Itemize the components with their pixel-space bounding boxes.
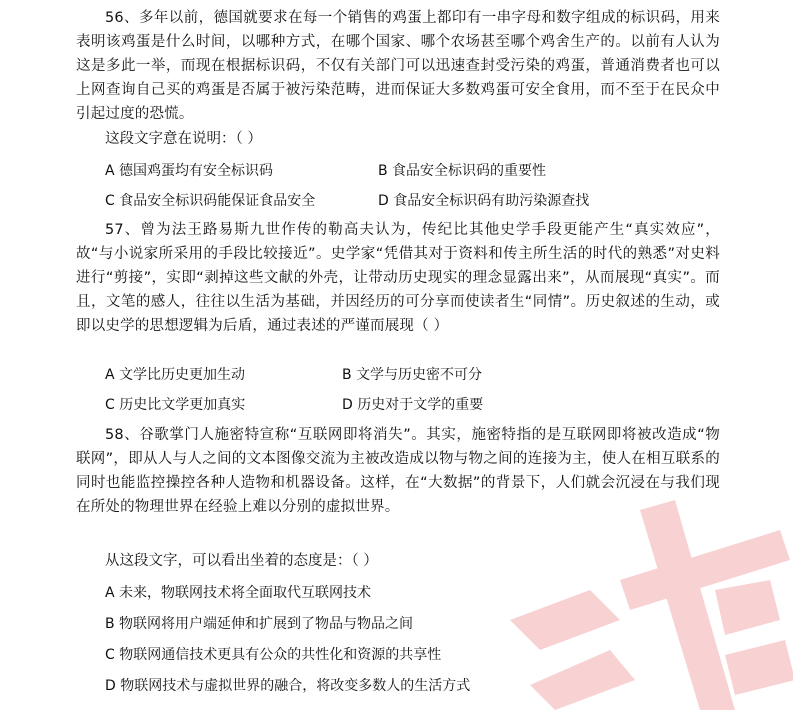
question-56-passage: 56、多年以前，德国就要求在每一个销售的鸡蛋上都印有一串字母和数字组成的标识码，用来表明该鸡蛋是什么时间，以哪种方式，在哪个国家、哪个农场甚至哪个鸡舍生产的。以前有人认为这是多此一举，而现在根据标识码，不仅有关部门可以迅速查封受污染的鸡蛋，普通消费者也可以上网查询自己买的鸡蛋是否属于被污染范畴，进而保证大多数鸡蛋可安全食用，而不至于在民众中引起过度的恐慌。 <box>76 10 720 122</box>
question-58-option-d[interactable]: D 物联网技术与虚拟世界的融合，将改变多数人的生活方式 <box>105 678 471 694</box>
question-57-option-b[interactable]: B 文学与历史密不可分 <box>342 367 483 383</box>
question-56-option-a[interactable]: A 德国鸡蛋均有安全标识码 <box>105 163 274 179</box>
question-56-option-b[interactable]: B 食品安全标识码的重要性 <box>378 163 547 179</box>
question-57-option-c[interactable]: C 历史比文学更加真实 <box>105 397 246 413</box>
question-58-option-c[interactable]: C 物联网通信技术更具有公众的共性化和资源的共享性 <box>105 647 442 663</box>
question-57-option-a[interactable]: A 文学比历史更加生动 <box>105 367 246 383</box>
question-58-option-a[interactable]: A 未来，物联网技术将全面取代互联网技术 <box>105 585 372 601</box>
question-56-option-d[interactable]: D 食品安全标识码有助污染源查找 <box>378 193 590 209</box>
question-58-passage: 58、谷歌掌门人施密特宣称“互联网即将消失”。其实，施密特指的是互联网即将被改造成“物联网”，即从人与人之间的文本图像交流为主被改造成以物与物之间的连接为主，使人在相互联系的同时也能监控操控各种人造物和机器设备。这样，在“大数据”的背景下，人们就会沉浸在与我们现在所处的物理世界在经验上难以分别的虚拟世界。 <box>76 427 720 515</box>
question-56-prompt: 这段文字意在说明：（ ） <box>105 131 262 147</box>
question-56-option-c[interactable]: C 食品安全标识码能保证食品安全 <box>105 193 316 209</box>
question-58-option-b[interactable]: B 物联网将用户端延伸和扩展到了物品与物品之间 <box>105 616 414 632</box>
question-57-passage: 57、曾为法王路易斯九世作传的勒高夫认为，传纪比其他史学手段更能产生“真实效应”，故“与小说家所采用的手段比较接近”。史学家“凭借其对于资料和传主所生活的时代的熟悉”对史料进行“剪接”，实即“剥掉这些文献的外壳，让带动历史现实的理念显露出来”，从而展现“真实”。而且，文笔的感人，往往以生活为基础，并因经历的可分享而使读者生“同情”。历史叙述的生动，或即以史学的思想逻辑为后盾，通过表述的严谨而展现（ ） <box>76 222 720 334</box>
question-57-option-d[interactable]: D 历史对于文学的重要 <box>342 397 484 413</box>
question-58-prompt: 从这段文字，可以看出坐着的态度是：（ ） <box>105 553 378 569</box>
